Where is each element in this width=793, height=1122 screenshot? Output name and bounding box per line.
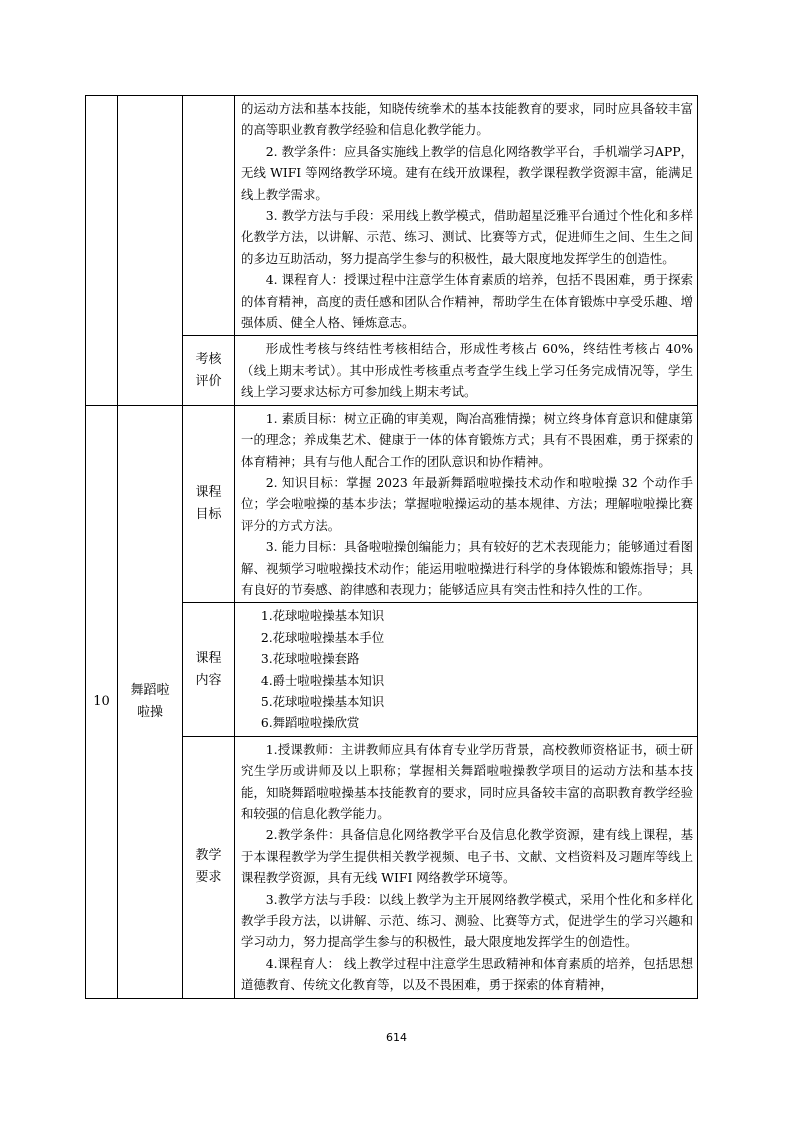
content-item-1: 1.花球啦啦操基本知识	[260, 608, 385, 624]
content-label	[183, 603, 235, 736]
prev-req-para-0: 的运动方法和基本技能，知晓传统拳术的基本技能教育的要求，同时应具备较丰富的高等职业教育教学经验和信息化教学能力。	[241, 101, 693, 138]
req-para-0: 1.授课教师：主讲教师应具有体育专业学历背景，高校教师资格证书，硕士研究生学历或讲师及以上职称；掌握相关舞蹈啦啦操教学项目的运动方法和基本技能，知晓舞蹈啦啦操基本技能教育的要求，同时应具备较丰富的高职教育教学经验和较强的信息化教学能力。	[241, 741, 693, 821]
req-para-1: 2.教学条件：具备信息化网络教学平台及信息化教学资源，建有线上课程，基于本课程教学为学生提供相关教学视频、电子书、文献、文档资料及习题库等线上课程教学资源，具有无线 WIFI 网络教学环境等。	[241, 827, 693, 886]
prev-teach-req-row	[86, 96, 698, 336]
prev-course-name-cell	[118, 96, 183, 406]
goal-content	[235, 405, 698, 603]
req-para-3: 4.课程育人： 线上教学过程中注意学生思政精神和体育素质的培养，包括思想道德教育、传统文化教育等，以及不畏困难，勇于探索的体育精神，	[241, 955, 693, 993]
content-list	[235, 603, 698, 736]
req-label-line-1: 教学	[195, 848, 222, 864]
prev-req-para-1: 2. 教学条件：应具备实施线上教学的信息化网络教学平台，手机端学习APP，无线 WIFI 等网络教学环境。建有在线开放课程，教学课程教学资源丰富，能满足线上教学需求。	[241, 143, 693, 202]
assess-content	[235, 336, 698, 405]
assess-label-line-1: 考核	[195, 351, 222, 367]
course-number: 10	[86, 405, 118, 998]
goal-para-1: 2. 知识目标：掌握 2023 年最新舞蹈啦啦操技术动作和啦啦操 32 个动作手位；学会啦啦操的基本步法；掌握啦啦操运动的基本规律、方法；理解啦啦操比赛评分的方式方法。	[241, 474, 693, 533]
prev-number-cell	[86, 96, 118, 406]
content-label-line-2: 内容	[195, 672, 222, 688]
course-table	[85, 95, 698, 999]
content-label-line-1: 课程	[195, 650, 222, 666]
content-item-3: 3.花球啦啦操套路	[260, 651, 360, 667]
goal-row	[86, 405, 698, 603]
course-name-line-1: 舞蹈啦	[130, 682, 170, 698]
assess-label	[183, 336, 235, 405]
goal-para-2: 3. 能力目标：具备啦啦操创编能力；具有较好的艺术表现能力；能够通过看图解、视频学习啦啦操技术动作；能运用啦啦操进行科学的身体锻炼和锻炼指导；具有良好的节奏感、韵律感和表现力；能够适应具有突击性和持久性的工作。	[241, 539, 693, 597]
content-item-5: 5.花球啦啦操基本知识	[260, 693, 385, 709]
content-item-6: 6.舞蹈啦啦操欣赏	[260, 715, 360, 731]
req-label	[183, 736, 235, 998]
prev-teach-req-content	[235, 96, 698, 336]
course-name-line-2: 啦操	[136, 704, 163, 720]
req-label-line-2: 要求	[195, 870, 222, 886]
goal-label-line-2: 目标	[195, 507, 222, 523]
assess-text: 形成性考核与终结性考核相结合，形成性考核占 60%，终结性考核占 40%（线上期末考试）。其中形成性考核重点考查学生线上学习任务完成情况等，学生线上学习要求达标方可参加线上期末考试。	[241, 341, 693, 400]
prev-req-label-cell	[183, 96, 235, 336]
page-number: 614	[386, 1031, 407, 1044]
goal-label	[183, 405, 235, 603]
req-content	[235, 736, 698, 998]
prev-req-para-2: 3. 教学方法与手段：采用线上教学模式，借助超星泛雅平台通过个性化和多样化教学方法，以讲解、示范、练习、测试、比赛等方式，促进师生之间、生生之间的多边互助活动，努力提高学生参与的积极性，最大限度地发挥学生的创造性。	[241, 208, 693, 266]
goal-para-0: 1. 素质目标：树立正确的审美观，陶冶高雅情操；树立终身体育意识和健康第一的理念；养成集艺术、健康于一体的体育锻炼方式；具有不畏困难，勇于探索的体育精神；具有与他人配合工作的团队意识和协作精神。	[241, 410, 693, 469]
content-item-4: 4.爵士啦啦操基本知识	[260, 672, 385, 688]
content-item-2: 2.花球啦啦操基本手位	[260, 629, 385, 645]
req-para-2: 3.教学方法与手段：以线上教学为主开展网络教学模式，采用个性化和多样化教学手段方法，以讲解、示范、练习、测验、比赛等方式，促进学生的学习兴趣和学习动力，努力提高学生参与的积极性，最大限度地发挥学生的创造性。	[241, 891, 693, 950]
goal-label-line-1: 课程	[195, 485, 222, 501]
prev-req-para-3: 4. 课程育人：授课过程中注意学生体育素质的培养，包括不畏困难，勇于探索的体育精神，高度的责任感和团队合作精神，帮助学生在体育锻炼中享受乐趣、增强体质、健全人格、锤炼意志。	[241, 272, 693, 331]
course-name	[118, 405, 183, 998]
assess-label-line-2: 评价	[195, 373, 222, 389]
